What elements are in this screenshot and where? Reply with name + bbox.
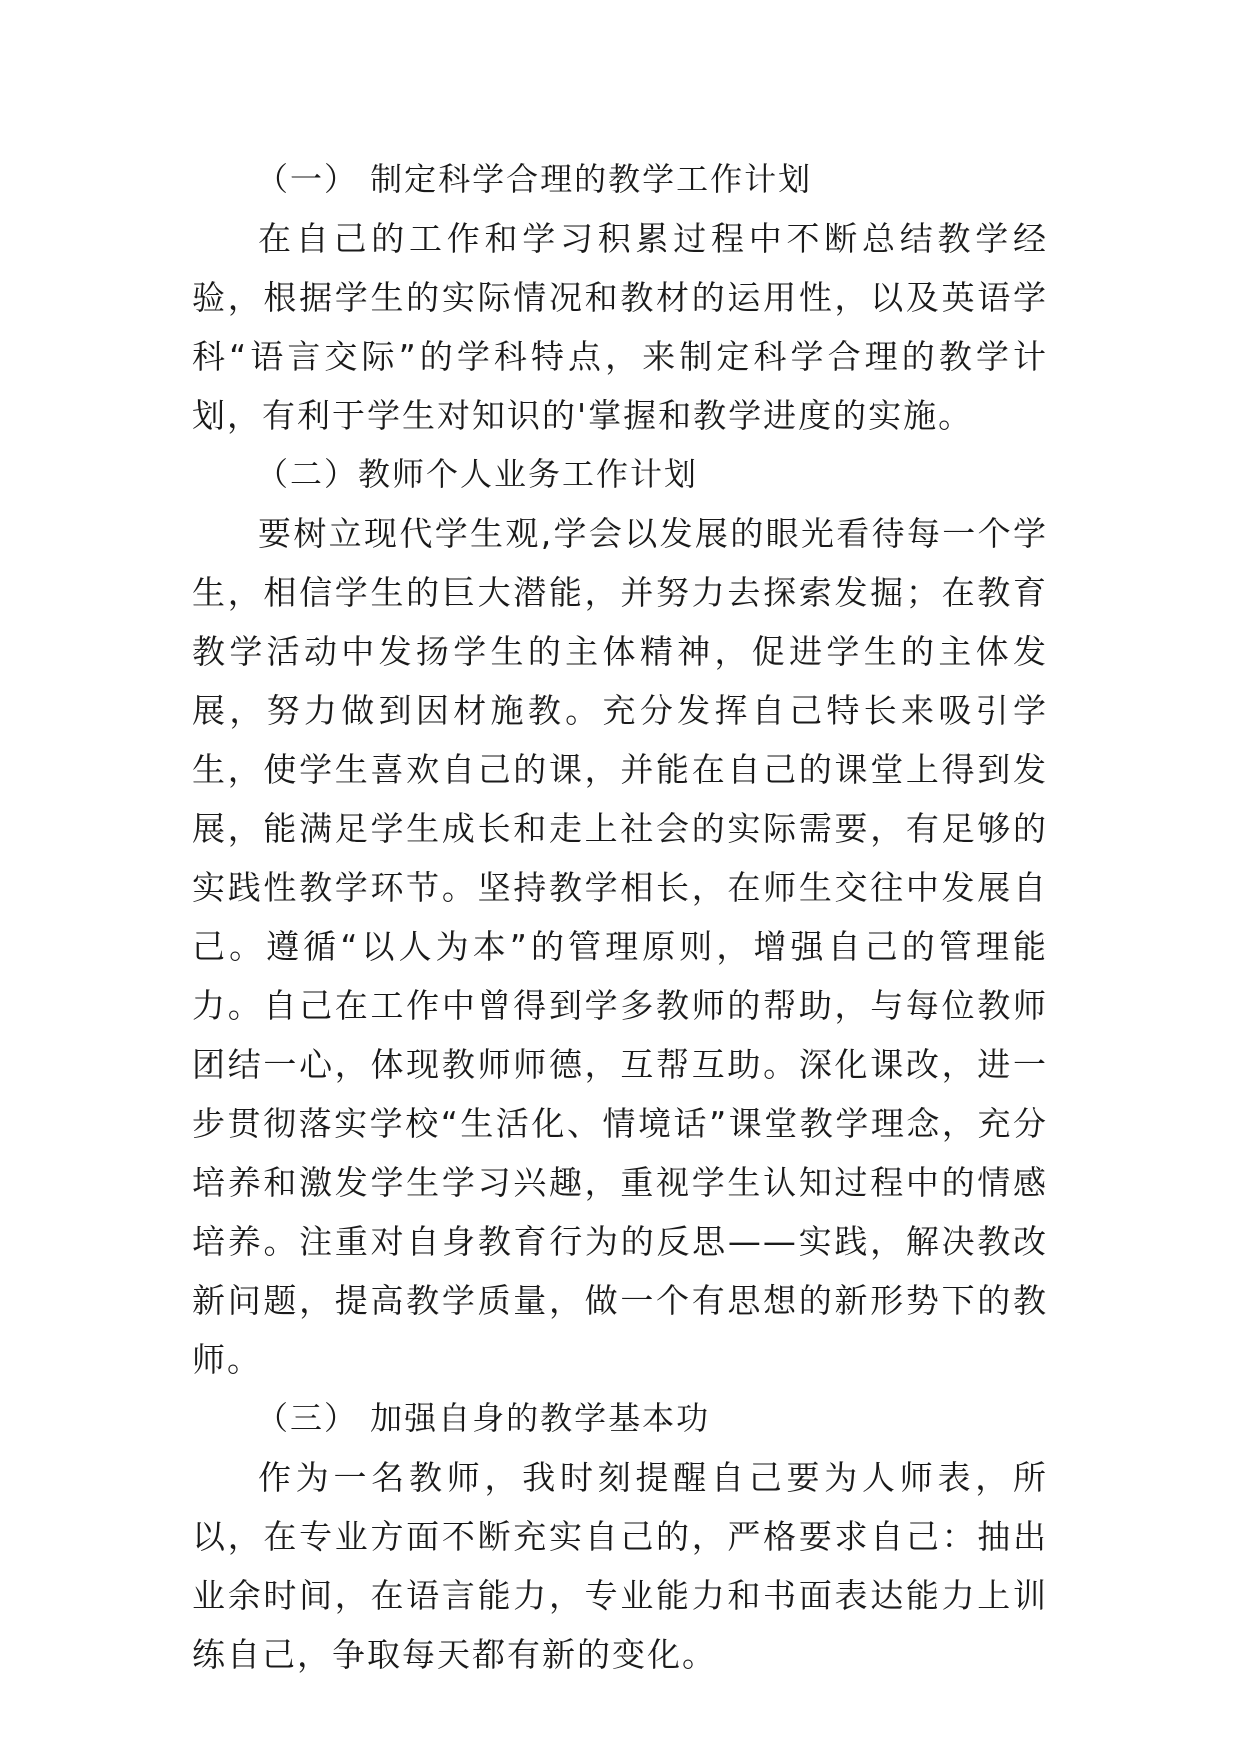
section-paragraph-2: 要树立现代学生观,学会以发展的眼光看待每一个学生，相信学生的巨大潜能，并努力去探索发掘；在教育教学活动中发扬学生的主体精神，促进学生的主体发展，努力做到因材施教。充分发挥自己特长来吸引学生，使学生喜欢自己的课，并能在自己的课堂上得到发展，能满足学生成长和走上社会的实际需要，有足够的实践性教学环节。坚持教学相长，在师生交往中发展自己。遵循“以人为本”的管理原则，增强自己的管理能力。自己在工作中曾得到学多教师的帮助，与每位教师团结一心，体现教师师德，互帮互助。深化课改，进一步贯彻落实学校“生活化、情境话”课堂教学理念，充分培养和激发学生学习兴趣，重视学生认知过程中的情感培养。注重对自身教育行为的反思——实践，解决教改新问题，提高教学质量，做一个有思想的新形势下的教师。 (192, 514, 1048, 1379)
section-paragraph-1: 在自己的工作和学习积累过程中不断总结教学经验，根据学生的实际情况和教材的运用性，以及英语学科“语言交际”的学科特点，来制定科学合理的教学计划，有利于学生对知识的'掌握和教学进度的实施。 (192, 219, 1048, 435)
section-paragraph-3: 作为一名教师，我时刻提醒自己要为人师表，所以，在专业方面不断充实自己的，严格要求自己：抽出业余时间，在语言能力，专业能力和书面表达能力上训练自己，争取每天都有新的变化。 (192, 1458, 1048, 1674)
section-heading-2: （二）教师个人业务工作计划 (256, 455, 699, 493)
section-heading-3: （三） 加强自身的教学基本功 (256, 1399, 711, 1437)
document-body (192, 150, 1048, 1684)
section-heading-1: （一） 制定科学合理的教学工作计划 (256, 160, 813, 198)
